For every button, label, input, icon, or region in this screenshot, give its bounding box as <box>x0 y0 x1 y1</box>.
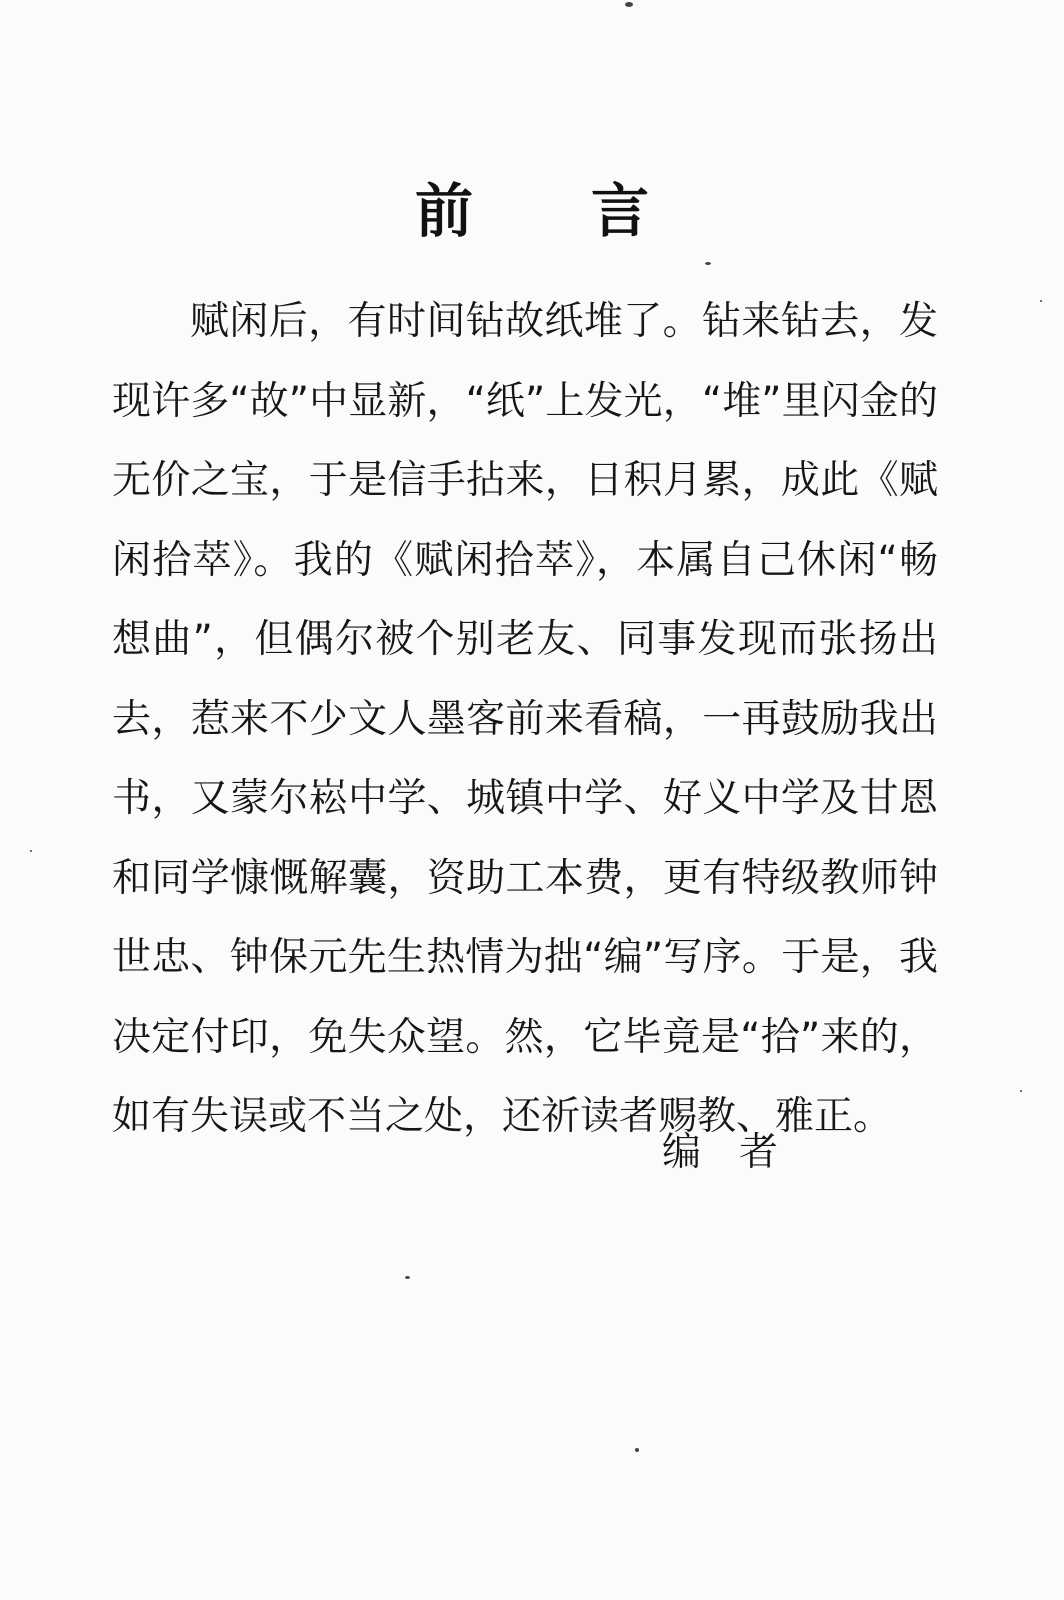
page-title: 前言 <box>414 177 767 245</box>
scan-speck <box>1040 300 1042 302</box>
scan-speck <box>30 850 32 852</box>
scan-speck <box>635 1448 639 1452</box>
scan-speck <box>1020 1090 1022 1092</box>
scan-speck <box>625 2 633 7</box>
preface-paragraph: 赋闲后，有时间钻故纸堆了。钻来钻去，发现许多“故”中显新，“纸”上发光，“堆”里闪金的无价之宝，于是信手拈来，日积月累，成此《赋闲拾萃》。我的《赋闲拾萃》，本属自己休闲“畅想曲”，但偶尔被个别老友、同事发现而张扬出去，惹来不少文人墨客前来看稿，一再鼓励我出书，又蒙尔崧中学、城镇中学、好义中学及甘恩和同学慷慨解囊，资助工本费，更有特级教师钟世忠、钟保元先生热情为拙“编”写序。于是，我决定付印，免失众望。然，它毕竟是“拾”来的，如有失误或不当之处，还祈读者赐教、雅正。 <box>112 299 938 1139</box>
scan-speck <box>405 1276 410 1279</box>
scan-speck <box>705 262 711 265</box>
author-signature: 编者 <box>662 1130 817 1175</box>
